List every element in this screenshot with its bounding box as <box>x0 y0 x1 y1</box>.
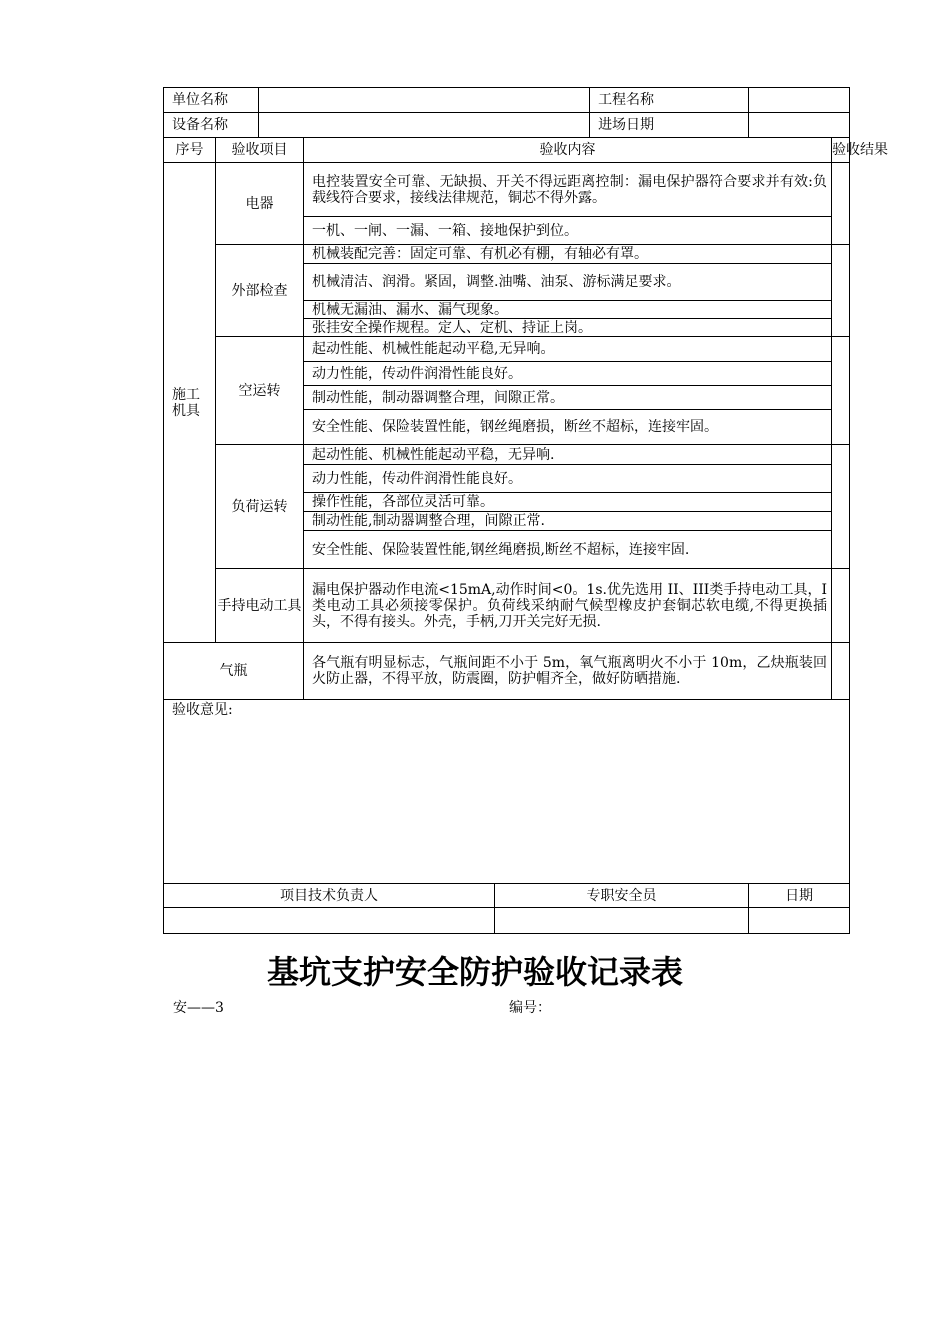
entry-date-value[interactable] <box>749 113 850 138</box>
column-result: 验收结果 <box>832 138 850 163</box>
inspection-item: 起动性能、机械性能起动平稳,无异响。 <box>304 337 832 362</box>
unit-name-value[interactable] <box>259 88 590 113</box>
inspection-item: 各气瓶有明显标志，气瓶间距不小于 5m，氧气瓶离明火不小于 10m，乙炔瓶装回火防止器，不得平放，防震圈，防护帽齐全，做好防晒措施. <box>304 643 832 700</box>
group-label-load-run: 负荷运转 <box>216 445 304 569</box>
result-cell-hand-tools[interactable] <box>832 569 850 643</box>
category-construction-machinery: 施工 机具 <box>164 163 216 643</box>
group-label-idle-run: 空运转 <box>216 337 304 445</box>
form-number-label: 编号： <box>509 1000 551 1016</box>
column-content: 验收内容 <box>304 138 832 163</box>
group-label-hand-tools: 手持电动工具 <box>216 569 304 643</box>
result-cell-load-run[interactable] <box>832 445 850 569</box>
inspection-item: 制动性能，制动器调整合理，间隙正常。 <box>304 386 832 410</box>
result-cell-gas-cylinder[interactable] <box>832 643 850 700</box>
signature-field-date[interactable] <box>749 908 850 934</box>
acceptance-form-table <box>163 87 889 934</box>
result-cell-external-check[interactable] <box>832 245 850 337</box>
equipment-name-label: 设备名称 <box>164 113 259 138</box>
acceptance-opinion-label: 验收意见: <box>172 702 233 718</box>
group-label-gas-cylinder: 气瓶 <box>164 643 304 700</box>
inspection-item: 制动性能,制动器调整合理，间隙正常. <box>304 512 832 531</box>
inspection-item: 一机、一闸、一漏、一箱、接地保护到位。 <box>304 217 832 245</box>
form-code: 安——3 <box>173 1000 224 1016</box>
inspection-item: 机械清洁、润滑。紧固，调整.油嘴、油泵、游标满足要求。 <box>304 264 832 301</box>
signature-label-safety-officer: 专职安全员 <box>495 884 749 908</box>
inspection-item: 操作性能，各部位灵活可靠。 <box>304 493 832 512</box>
inspection-item: 机械装配完善：固定可靠、有机必有棚，有轴必有罩。 <box>304 245 832 264</box>
acceptance-opinion-box[interactable] <box>164 700 850 884</box>
equipment-name-value[interactable] <box>259 113 590 138</box>
group-label-electrical: 电器 <box>216 163 304 245</box>
inspection-item: 安全性能、保险装置性能，钢丝绳磨损，断丝不超标，连接牢固。 <box>304 410 832 445</box>
project-name-value[interactable] <box>749 88 850 113</box>
unit-name-label: 单位名称 <box>164 88 259 113</box>
signature-label-date: 日期 <box>749 884 850 908</box>
signature-field-safety-officer[interactable] <box>495 908 749 934</box>
result-cell-electrical[interactable] <box>832 163 850 245</box>
column-item: 验收项目 <box>216 138 304 163</box>
inspection-item: 漏电保护器动作电流<15mA,动作时间<0。1s.优先选用 II、III类手持电动工具，I 类电动工具必须接零保护。负荷线采纳耐气候型橡皮护套铜芯软电缆,不得更换插头，不得有接头。外壳，手柄,刀开关完好无损. <box>304 569 832 643</box>
inspection-item: 张挂安全操作规程。定人、定机、持证上岗。 <box>304 319 832 337</box>
project-name-label: 工程名称 <box>590 88 749 113</box>
group-label-external-check: 外部检查 <box>216 245 304 337</box>
inspection-item: 动力性能，传动件润滑性能良好。 <box>304 362 832 386</box>
signature-field-tech-lead[interactable] <box>164 908 495 934</box>
entry-date-label: 进场日期 <box>590 113 749 138</box>
inspection-item: 动力性能，传动件润滑性能良好。 <box>304 465 832 493</box>
column-seq: 序号 <box>164 138 216 163</box>
inspection-item: 机械无漏油、漏水、漏气现象。 <box>304 301 832 319</box>
signature-label-tech-lead: 项目技术负责人 <box>164 884 495 908</box>
inspection-item: 安全性能、保险装置性能,钢丝绳磨损,断丝不超标，连接牢固. <box>304 531 832 569</box>
inspection-item: 电控装置安全可靠、无缺损、开关不得远距离控制：漏电保护器符合要求并有效:负载线符合要求，接线法律规范，铜芯不得外露。 <box>304 163 832 217</box>
inspection-item: 起动性能、机械性能起动平稳，无异响. <box>304 445 832 465</box>
next-form-title: 基坑支护安全防护验收记录表 <box>266 953 683 991</box>
result-cell-idle-run[interactable] <box>832 337 850 445</box>
